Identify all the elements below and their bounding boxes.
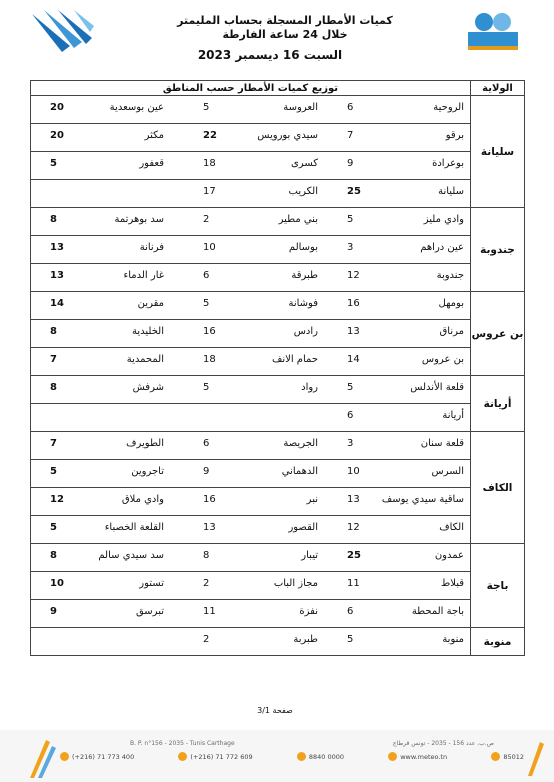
table-row (31, 292, 525, 320)
station-name-col-2: الدهماني (281, 466, 318, 477)
footer-address (30, 740, 524, 747)
contact-website[interactable]: www.meteo.tn (388, 752, 447, 761)
rain-value-col-2: 22 (203, 130, 217, 141)
footer-stripes-right (524, 742, 546, 776)
table-row (31, 180, 525, 208)
rain-value-col-2: 2 (203, 214, 210, 225)
station-name-col-2: بني مطير (278, 214, 318, 225)
distribution-header: توزيع كميات الأمطار حسب المناطق (31, 81, 471, 96)
governorate-name: منوبة (471, 628, 525, 656)
station-name-col-3: بن عروس (421, 354, 464, 365)
rain-value-col-2: 5 (203, 298, 210, 309)
station-name-col-2: نبر (306, 494, 318, 505)
rain-value-col-1: 9 (50, 606, 57, 617)
governorate-name: الكاف (471, 432, 525, 544)
table-row (31, 572, 525, 600)
rain-value-col-2: 9 (203, 466, 210, 477)
table-row (31, 432, 525, 460)
rain-value-col-2: 17 (203, 186, 216, 197)
report-title (120, 14, 450, 42)
station-name-col-3: ساقية سيدي يوسف (381, 494, 464, 505)
station-name-col-1: القلعة الخصباء (104, 522, 164, 533)
governorate-name: جندوبة (471, 208, 525, 292)
station-name-col-1: سد سيدي سالم (98, 550, 164, 561)
station-name-col-3: وادي مليز (423, 214, 464, 225)
station-name-col-2: بوسالم (288, 242, 318, 253)
rain-value-col-2: 18 (203, 354, 216, 365)
table-row (31, 264, 525, 292)
station-name-col-3: قلعة الأندلس (410, 382, 464, 393)
station-name-col-1: مقرين (137, 298, 164, 309)
station-cells (31, 292, 471, 320)
station-name-col-1: شرفش (132, 382, 164, 393)
station-name-col-3: قبلاط (440, 578, 464, 589)
station-name-col-1: عين بوسعدية (109, 102, 164, 113)
station-name-col-1: وادي ملاق (121, 494, 164, 505)
station-name-col-2: الجريصة (283, 438, 318, 449)
station-name-col-2: فوشانة (288, 298, 318, 309)
governorate-name: باجة (471, 544, 525, 628)
contact-phone-4: 85012 (491, 752, 524, 761)
station-cells (31, 152, 471, 180)
address-french: B. P. n°156 - 2035 - Tunis Carthage (130, 740, 235, 747)
station-name-col-3: عين دراهم (420, 242, 464, 253)
page-number: صفحة 3/1 (257, 706, 293, 715)
rain-value-col-3: 6 (347, 606, 354, 617)
rainfall-table (30, 80, 525, 656)
rain-value-col-2: 10 (203, 242, 216, 253)
station-cells (31, 600, 471, 628)
station-name-col-2: كسرى (290, 158, 318, 169)
station-cells (31, 544, 471, 572)
rain-value-col-2: 13 (203, 522, 216, 533)
phone-icon (491, 752, 500, 761)
station-name-col-1: مكثر (144, 130, 164, 141)
station-name-col-1: غار الدماء (123, 270, 164, 281)
rain-value-col-3: 3 (347, 242, 354, 253)
rain-value-col-3: 12 (347, 522, 360, 533)
station-name-col-2: رواد (301, 382, 318, 393)
rain-value-col-2: 16 (203, 326, 216, 337)
station-name-col-3: جندوبة (436, 270, 464, 281)
phone-icon (297, 752, 306, 761)
station-name-col-3: عمدون (434, 550, 464, 561)
station-name-col-2: القصور (288, 522, 318, 533)
rain-value-col-3: 14 (347, 354, 360, 365)
rain-value-col-2: 16 (203, 494, 216, 505)
rain-value-col-2: 5 (203, 102, 210, 113)
station-name-col-1: الطويرف (126, 438, 164, 449)
station-name-col-3: باجة المحطة (411, 606, 464, 617)
rain-value-col-3: 5 (347, 214, 354, 225)
governorate-name: بن عروس (471, 292, 525, 376)
rain-value-col-3: 16 (347, 298, 360, 309)
station-name-col-2: طبربة (293, 634, 318, 645)
station-cells (31, 180, 471, 208)
station-name-col-3: منوبة (442, 634, 464, 645)
station-name-col-2: نفزة (299, 606, 318, 617)
table-row (31, 320, 525, 348)
rain-value-col-3: 25 (347, 550, 361, 561)
station-cells (31, 460, 471, 488)
table-row (31, 208, 525, 236)
table-row (31, 628, 525, 656)
rain-value-col-1: 8 (50, 326, 57, 337)
rain-value-col-2: 6 (203, 270, 210, 281)
station-cells (31, 628, 471, 656)
station-name-col-2: الكريب (288, 186, 318, 197)
table-row (31, 516, 525, 544)
rain-value-col-1: 5 (50, 522, 57, 533)
rain-value-col-1: 5 (50, 158, 57, 169)
rain-value-col-3: 3 (347, 438, 354, 449)
station-name-col-1: تبرسق (135, 606, 164, 617)
station-cells (31, 264, 471, 292)
rain-value-col-2: 8 (203, 550, 210, 561)
rain-value-col-3: 6 (347, 102, 354, 113)
station-cells (31, 96, 471, 124)
rain-value-col-3: 12 (347, 270, 360, 281)
rain-value-col-1: 10 (50, 578, 64, 589)
station-name-col-3: سليانة (438, 186, 464, 197)
rain-value-col-1: 12 (50, 494, 64, 505)
fax-icon (178, 752, 187, 761)
station-name-col-1: تاجروين (131, 466, 164, 477)
governorate-name: سليانة (471, 96, 525, 208)
footer-contacts (60, 752, 524, 761)
rain-value-col-3: 11 (347, 578, 360, 589)
table-row (31, 124, 525, 152)
rain-value-col-1: 8 (50, 382, 57, 393)
rain-value-col-1: 7 (50, 438, 57, 449)
station-name-col-2: حمام الانف (272, 354, 318, 365)
station-name-col-3: الروحية (433, 102, 464, 113)
station-cells (31, 572, 471, 600)
station-cells (31, 404, 471, 432)
station-cells (31, 208, 471, 236)
title-line-1: كميات الأمطار المسجلة بحساب المليمتر (177, 14, 393, 27)
station-name-col-3: الكاف (439, 522, 464, 533)
rain-value-col-1: 13 (50, 270, 64, 281)
inm-stripes-logo (30, 10, 94, 52)
phone-icon (60, 752, 69, 761)
station-cells (31, 432, 471, 460)
table-row (31, 376, 525, 404)
rain-value-col-2: 18 (203, 158, 216, 169)
contact-phone-3: 8840 0000 (297, 752, 344, 761)
rain-value-col-1: 8 (50, 550, 57, 561)
report-date: السبت 16 ديسمبر 2023 (197, 48, 343, 62)
address-arabic: ص.ب. عدد 156 - 2035 - تونس قرطاج (392, 740, 494, 747)
contact-phone-2: (+216) 71 772 609 (178, 752, 252, 761)
station-name-col-3: السرس (431, 466, 464, 477)
station-name-col-3: أريانة (442, 410, 464, 421)
table-row (31, 152, 525, 180)
rain-value-col-3: 25 (347, 186, 361, 197)
rain-value-col-1: 5 (50, 466, 57, 477)
station-name-col-2: رادس (293, 326, 318, 337)
table-row (31, 348, 525, 376)
rain-value-col-2: 2 (203, 634, 210, 645)
rain-value-col-1: 8 (50, 214, 57, 225)
rain-value-col-2: 5 (203, 382, 210, 393)
rain-value-col-3: 13 (347, 494, 360, 505)
station-cells (31, 236, 471, 264)
table-row (31, 488, 525, 516)
contact-phone-1: (+216) 71 773 400 (60, 752, 134, 761)
governorate-name: أريانة (471, 376, 525, 432)
station-name-col-3: قلعة سنان (420, 438, 464, 449)
table-row (31, 600, 525, 628)
rain-value-col-3: 7 (347, 130, 354, 141)
table-row (31, 544, 525, 572)
station-cells (31, 516, 471, 544)
station-name-col-1: المحمدية (126, 354, 164, 365)
rain-value-col-3: 6 (347, 410, 354, 421)
rain-value-col-2: 2 (203, 578, 210, 589)
station-name-col-2: تيبار (301, 550, 318, 561)
station-cells (31, 124, 471, 152)
station-name-col-3: بومهل (438, 298, 464, 309)
rain-value-col-3: 13 (347, 326, 360, 337)
rain-value-col-3: 5 (347, 634, 354, 645)
station-name-col-1: الخليدية (131, 326, 164, 337)
station-cells (31, 376, 471, 404)
rain-value-col-1: 13 (50, 242, 64, 253)
rain-value-col-3: 5 (347, 382, 354, 393)
station-name-col-3: بوعرادة (432, 158, 464, 169)
station-name-col-1: تستور (139, 578, 164, 589)
station-name-col-3: برقو (445, 130, 464, 141)
station-name-col-2: العروسة (283, 102, 318, 113)
station-name-col-1: فرنانة (139, 242, 164, 253)
rain-value-col-2: 11 (203, 606, 216, 617)
rain-value-col-1: 20 (50, 102, 64, 113)
station-name-col-3: مرناق (439, 326, 464, 337)
station-cells (31, 348, 471, 376)
station-name-col-2: مجاز الباب (273, 578, 318, 589)
rain-value-col-1: 7 (50, 354, 57, 365)
station-name-col-1: سد بوهرتمة (114, 214, 164, 225)
rain-value-col-1: 20 (50, 130, 64, 141)
title-line-2: خلال 24 ساعة الفارطة (222, 28, 348, 41)
station-cells (31, 488, 471, 516)
rain-value-col-1: 14 (50, 298, 64, 309)
table-row (31, 236, 525, 264)
table-row (31, 96, 525, 124)
station-name-col-2: طبرقة (291, 270, 318, 281)
station-cells (31, 320, 471, 348)
governorate-header: الولاية (471, 81, 525, 96)
station-name-col-1: قعفور (139, 158, 164, 169)
station-name-col-2: سيدي بورويس (257, 130, 318, 141)
rain-value-col-3: 10 (347, 466, 360, 477)
table-row (31, 404, 525, 432)
institute-emblem-logo (462, 8, 524, 52)
globe-icon (388, 752, 397, 761)
rain-value-col-3: 9 (347, 158, 354, 169)
rain-value-col-2: 6 (203, 438, 210, 449)
table-row (31, 460, 525, 488)
